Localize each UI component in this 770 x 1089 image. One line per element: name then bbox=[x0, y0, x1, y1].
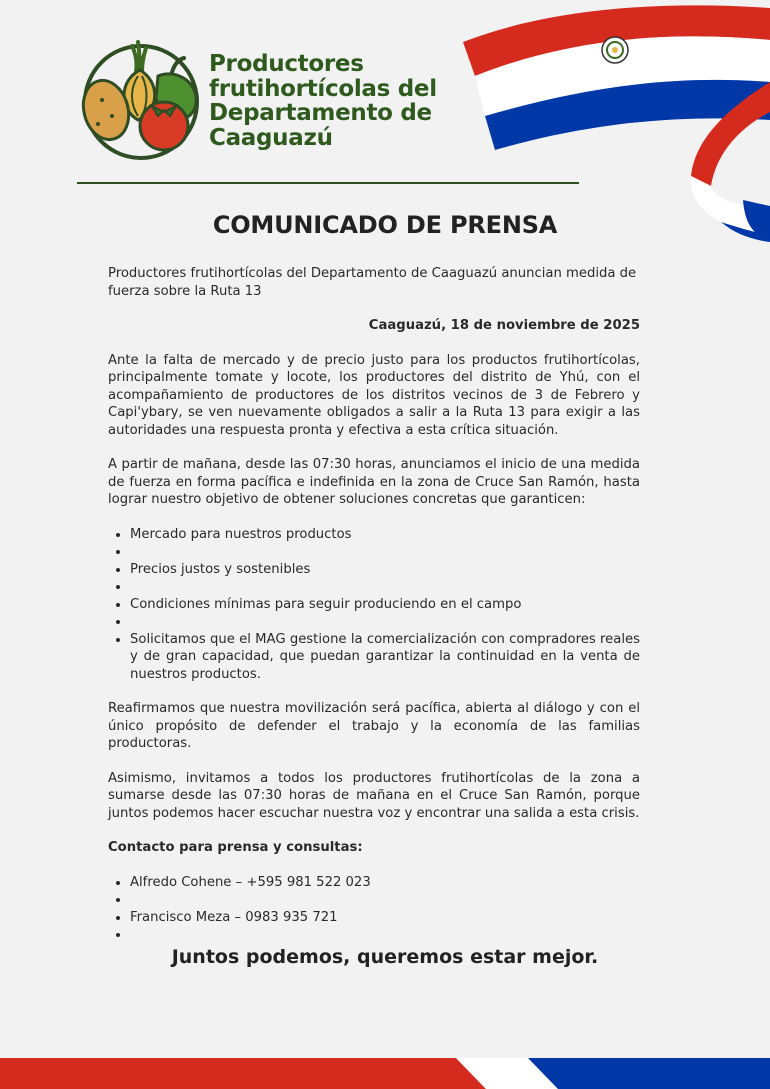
vegetables-logo bbox=[80, 38, 202, 162]
date-line: Caaguazú, 18 de noviembre de 2025 bbox=[368, 318, 640, 333]
list-item: • Solicitamos que el MAG gestione la comercialización con compradores reales y de gran capacidad, que puedan garantizar la continuidad en la venta de nuestros productos. bbox=[130, 631, 640, 684]
list-item bbox=[130, 543, 640, 561]
list-item: • Condiciones mínimas para seguir produciendo en el campo bbox=[130, 596, 640, 614]
press-release-title: COMUNICADO DE PRENSA bbox=[212, 211, 558, 239]
list-item bbox=[130, 891, 640, 909]
paragraph: A partir de mañana, desde las 07:30 horas, anunciamos el inicio de una medida de fuerza en forma pacífica e indefinida en la zona de Cruce San Ramón, hasta lograr nuestro objetivo de obtener soluciones concretas que garanticen: bbox=[108, 457, 640, 507]
list-item: • Mercado para nuestros productos bbox=[130, 526, 640, 544]
paragraph: Asimismo, invitamos a todos los productores frutihortícolas de la zona a sumarse desde las 07:30 horas de mañana en el Cruce San Ramón, porque juntos podemos hacer escuchar nuestra voz y encontrar una salida a esta crisis. bbox=[108, 770, 640, 821]
list-item: • Precios justos y sostenibles bbox=[130, 561, 640, 579]
paragraph: Ante la falta de mercado y de precio justo para los productos frutihortícolas, principalmente tomate y locote, los productores del distrito de Yhú, con el acompañamiento de productores de los distritos vecinos de 3 de Febrero y Capi'ybary, se ven nuevamente obligados a salir a la Ruta 13 para exigir a las autoridades una respuesta pronta y efectiva a esta crítica situación. bbox=[108, 352, 640, 438]
contact-heading: Contacto para prensa y consultas: bbox=[108, 840, 363, 855]
list-item bbox=[130, 613, 640, 631]
slogan: Juntos podemos, queremos estar mejor. bbox=[171, 946, 599, 968]
organization-name: Productores frutihortícolas del Departamento de Caaguazú bbox=[209, 51, 437, 151]
list-item: • Francisco Meza – 0983 935 721 bbox=[130, 909, 640, 927]
list-item: • Alfredo Cohene – +595 981 522 023 bbox=[130, 874, 640, 892]
press-release-body bbox=[108, 265, 640, 961]
list-item bbox=[130, 926, 640, 944]
paragraph: Reafirmamos que nuestra movilización será pacífica, abierta al diálogo y con el único propósito de defender el trabajo y la economía de las familias productoras. bbox=[108, 701, 640, 751]
list-item bbox=[130, 578, 640, 596]
contacts-list bbox=[108, 874, 640, 944]
lead-paragraph: Productores frutihortícolas del Departamento de Caaguazú anuncian medida de fuerza sobre la Ruta 13 bbox=[108, 266, 637, 299]
flag-footer-stripes bbox=[0, 1058, 770, 1089]
demands-list bbox=[108, 526, 640, 684]
